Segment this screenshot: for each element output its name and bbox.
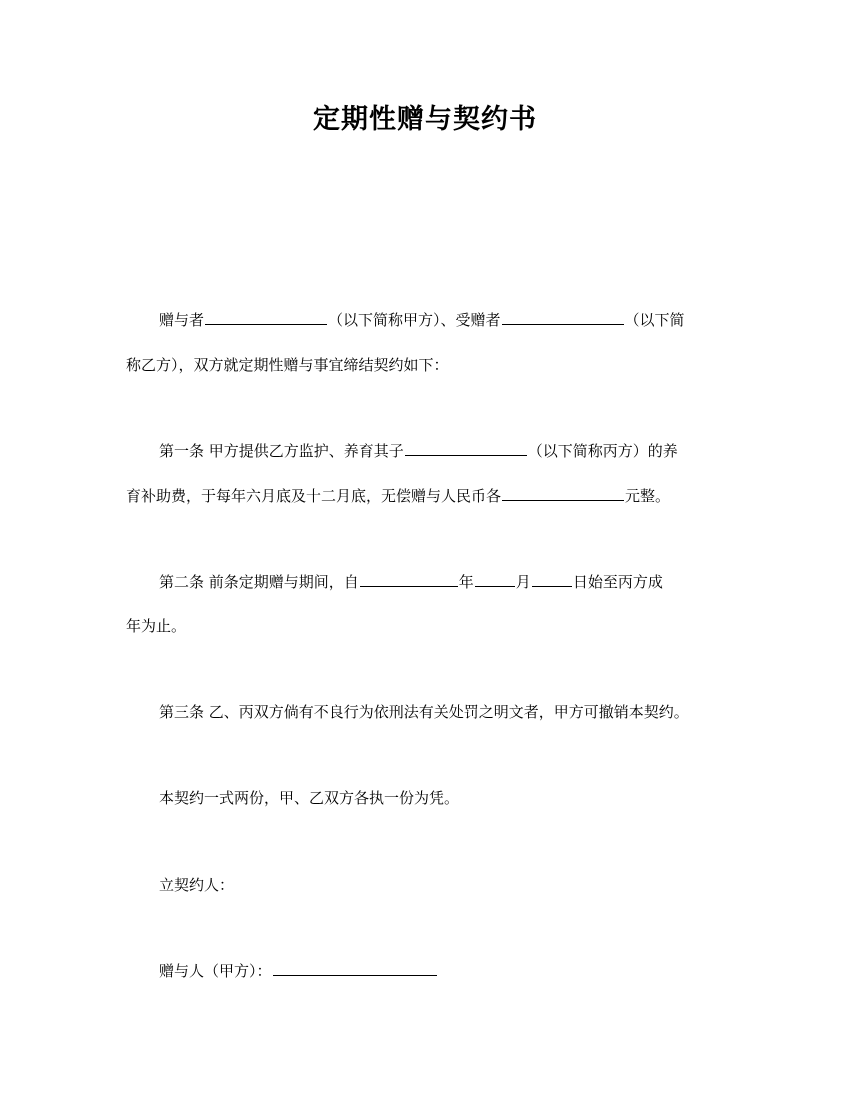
document-title: 定期性赠与契约书 <box>313 104 537 135</box>
article-2-text-year: 年 <box>458 573 474 591</box>
start-year-blank[interactable] <box>360 572 458 587</box>
child-name-blank[interactable] <box>405 441 527 456</box>
article-1-line-2 <box>126 484 736 508</box>
article-1-text-a: 第一条 甲方提供乙方监护、养育其子 <box>159 442 404 460</box>
article-1-line-1 <box>159 439 736 463</box>
donor-signature-blank[interactable] <box>273 961 437 976</box>
donor-signature-line <box>159 959 736 983</box>
article-1-text-c: 育补助费，于每年六月底及十二月底，无偿赠与人民币各 <box>126 487 502 505</box>
article-2-line-1 <box>159 570 736 594</box>
article-1-text-b: （以下简称丙方）的养 <box>527 442 678 460</box>
start-day-blank[interactable] <box>532 572 572 587</box>
recipient-name-blank[interactable] <box>502 310 624 325</box>
article-3-line-1: 第三条 乙、丙双方倘有不良行为依刑法有关处罚之明文者，甲方可撤销本契约。 <box>159 703 689 721</box>
intro-line-2: 称乙方），双方就定期性赠与事宜缔结契约如下： <box>126 356 449 374</box>
article-2-line-2: 年为止。 <box>126 617 187 635</box>
article-2-text-a: 第二条 前条定期赠与期间，自 <box>159 573 359 591</box>
intro-line-1 <box>159 308 736 332</box>
article-1-text-d: 元整。 <box>625 487 671 505</box>
copies-clause: 本契约一式两份，甲、乙双方各执一份为凭。 <box>159 789 460 807</box>
signers-label: 立契约人： <box>159 876 235 894</box>
article-2-text-day: 日始至丙方成 <box>572 573 663 591</box>
intro-text-recipient: （以下简称甲方）、受赠者 <box>328 311 501 329</box>
amount-blank[interactable] <box>502 486 624 501</box>
article-2-text-month: 月 <box>515 573 531 591</box>
intro-text-abbrev: （以下简 <box>624 311 685 329</box>
donor-name-blank[interactable] <box>205 310 327 325</box>
start-month-blank[interactable] <box>475 572 515 587</box>
intro-text-donor: 赠与者 <box>159 311 205 329</box>
donor-label: 赠与人（甲方）： <box>159 962 272 980</box>
